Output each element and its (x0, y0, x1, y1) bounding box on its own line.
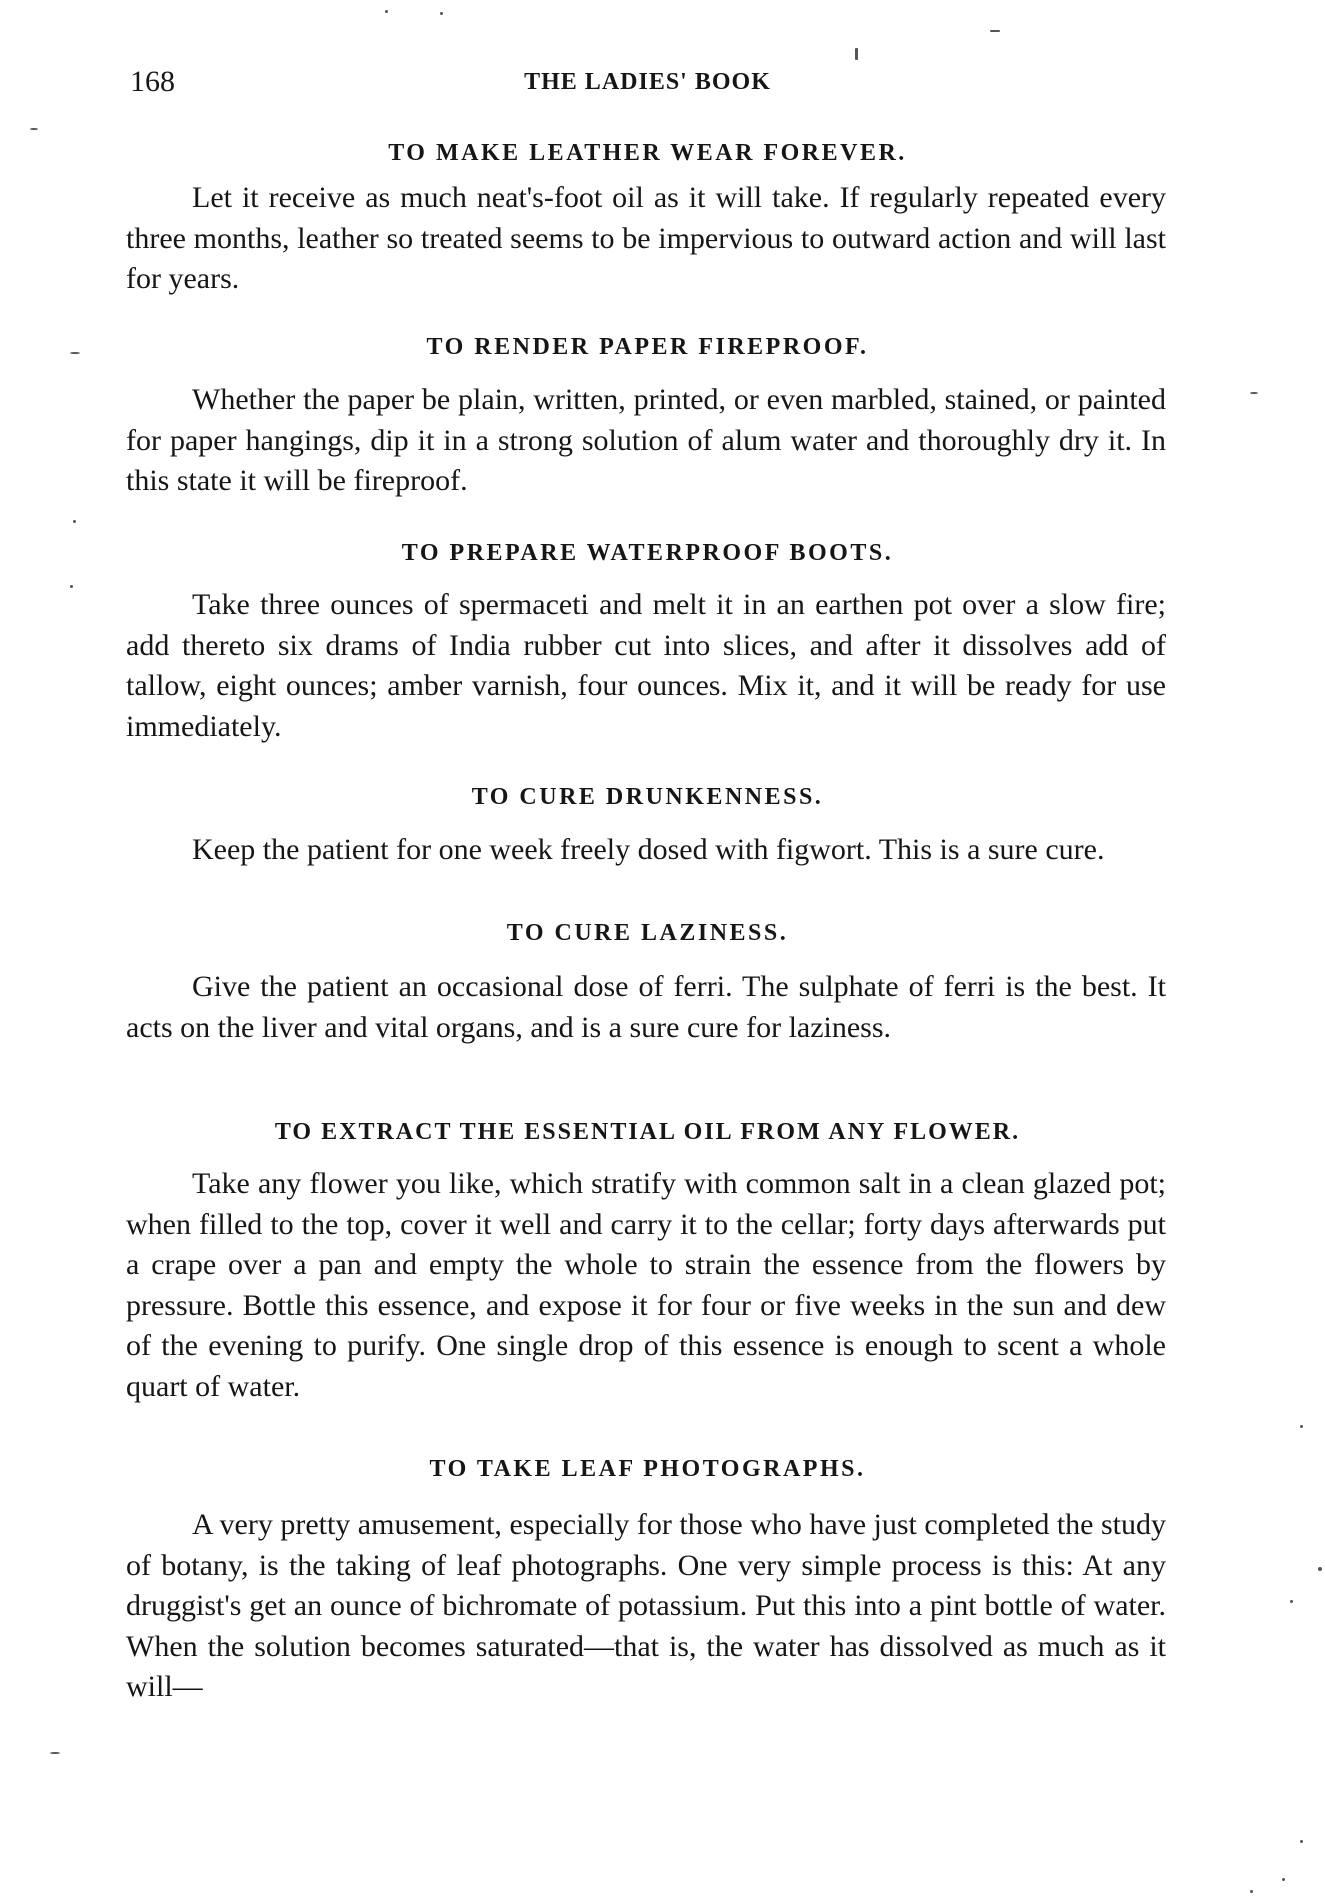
running-title: THE LADIES' BOOK (524, 69, 771, 95)
scan-speck (1300, 1840, 1303, 1843)
scan-speck (1300, 1425, 1303, 1428)
recipe-body: A very pretty amusement, especially for those who have just completed the study of botany, is the taking of leaf photographs. One very simple process is this: At any druggist's get an ounce of bichromate of potassium. Put this into a pint bottle of water. When the solution becomes saturated—that is, the water has dissolved as much as it will— (126, 1508, 1166, 1703)
recipe-title: TO CURE LAZINESS. (506, 920, 789, 946)
page-header (130, 62, 1165, 102)
scan-speck (1250, 392, 1258, 394)
scan-speck (1250, 1890, 1253, 1893)
scan-speck (70, 352, 80, 354)
recipe-title: TO MAKE LEATHER WEAR FOREVER. (388, 140, 907, 166)
recipe-body: Take three ounces of spermaceti and melt it in an earthen pot over a slow fire; add thereto six drams of India rubber cut into slices, and after it dissolves add of tallow, eight ounces; amber varnish, four ounces. Mix it, and it will be ready for use immediately. (126, 588, 1166, 743)
recipe-title: TO RENDER PAPER FIREPROOF. (426, 334, 869, 360)
recipe-title: TO TAKE LEAF PHOTOGRAPHS. (429, 1456, 866, 1482)
recipe-title: TO PREPARE WATERPROOF BOOTS. (401, 540, 894, 566)
scan-speck (50, 1752, 60, 1754)
scan-speck (990, 30, 1000, 32)
recipe-body: Keep the patient for one week freely dosed with figwort. This is a sure cure. (192, 833, 1105, 866)
recipe-title: TO CURE DRUNKENNESS. (471, 784, 824, 810)
recipe-body: Whether the paper be plain, written, printed, or even marbled, stained, or painted for paper hangings, dip it in a strong solution of alum water and thoroughly dry it. In this state it will be fireproof. (126, 383, 1166, 497)
scan-speck (1290, 1600, 1293, 1603)
scan-speck (385, 10, 388, 13)
recipe-title: TO EXTRACT THE ESSENTIAL OIL FROM ANY FLOWER. (274, 1119, 1021, 1145)
scan-speck (30, 128, 38, 130)
scan-speck (855, 48, 858, 60)
recipe-body: Take any flower you like, which stratify with common salt in a clean glazed pot; when filled to the top, cover it well and carry it to the cellar; forty days afterwards put a crape over a pan and empty the whole to strain the essence from the flowers by pressure. Bottle this essence, and expose it for four or five weeks in the sun and dew of the evening to purify. One single drop of this essence is enough to scent a whole quart of water. (126, 1167, 1166, 1403)
page-number: 168 (130, 65, 175, 98)
recipe-body: Give the patient an occasional dose of ferri. The sulphate of ferri is the best. It acts on the liver and vital organs, and is a sure cure for laziness. (126, 970, 1166, 1044)
scan-speck (1282, 1878, 1285, 1881)
recipe-body: Let it receive as much neat's-foot oil as it will take. If regularly repeated every three months, leather so treated seems to be impervious to outward action and will last for years. (126, 181, 1166, 295)
scan-speck (1318, 1567, 1322, 1571)
scan-speck (70, 585, 73, 588)
scan-speck (73, 520, 76, 523)
scan-speck (440, 12, 443, 15)
